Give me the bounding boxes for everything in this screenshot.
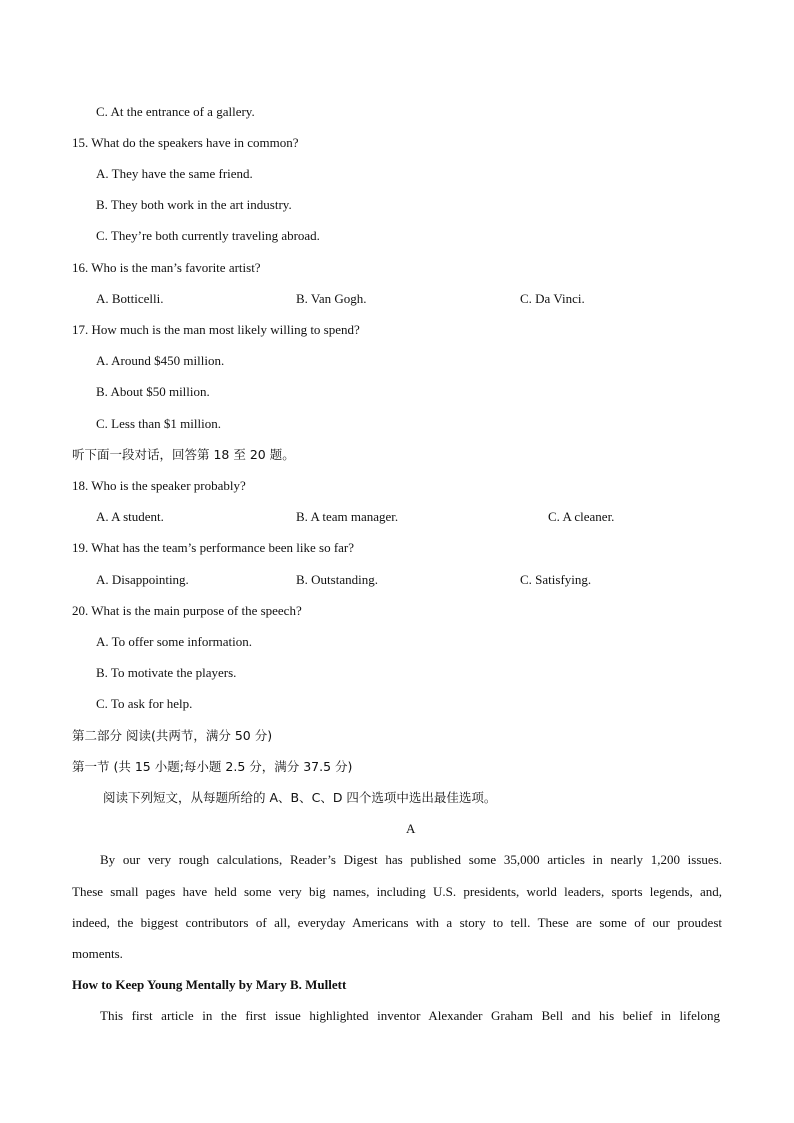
- passage-line: This first article in the first issue highlighted inventor Alexander Graham Bell and his belief in lifelong: [100, 1008, 720, 1023]
- q15-option-b: B. They both work in the art industry.: [96, 197, 292, 212]
- q17-option-c: C. Less than $1 million.: [96, 416, 221, 431]
- article-subtitle: How to Keep Young Mentally by Mary B. Mullett: [72, 977, 347, 992]
- q15-question: 15. What do the speakers have in common?: [72, 135, 299, 150]
- reading-instruction: 阅读下列短文，从每题所给的 A、B、C、D 四个选项中选出最佳选项。: [103, 790, 497, 805]
- q17-question: 17. How much is the man most likely willing to spend?: [72, 322, 360, 337]
- passage-letter: A: [406, 821, 416, 836]
- passage-line: By our very rough calculations, Reader’s Digest has published some 35,000 articles in nearly 1,200 issues.: [100, 852, 722, 867]
- q17-option-a: A. Around $450 million.: [96, 353, 225, 368]
- q15-option-c: C. They’re both currently traveling abroad.: [96, 228, 320, 243]
- q19-option-c: C. Satisfying.: [520, 572, 592, 587]
- q16-option-c: C. Da Vinci.: [520, 291, 585, 306]
- q20-option-c: C. To ask for help.: [96, 696, 193, 711]
- q19-option-b: B. Outstanding.: [296, 572, 378, 587]
- q14-option-c: C. At the entrance of a gallery.: [96, 104, 255, 119]
- q20-question: 20. What is the main purpose of the speech?: [72, 603, 302, 618]
- q18-question: 18. Who is the speaker probably?: [72, 478, 246, 493]
- q19-option-a: A. Disappointing.: [96, 572, 189, 587]
- q18-option-b: B. A team manager.: [296, 509, 399, 524]
- q15-option-a: A. They have the same friend.: [96, 166, 253, 181]
- q19-question: 19. What has the team’s performance been like so far?: [72, 540, 355, 555]
- passage-line: moments.: [72, 946, 123, 961]
- q18-option-a: A. A student.: [96, 509, 164, 524]
- passage-line: indeed, the biggest contributors of all, everyday Americans with a story to tell. These are some of our proudest: [72, 915, 722, 930]
- q16-option-b: B. Van Gogh.: [296, 291, 367, 306]
- q20-option-a: A. To offer some information.: [96, 634, 253, 649]
- section-instruction: 听下面一段对话，回答第 18 至 20 题。: [72, 447, 295, 462]
- passage-line: These small pages have held some very big names, including U.S. presidents, world leaders, sports legends, and,: [72, 884, 722, 899]
- section-one-heading: 第一节 (共 15 小题;每小题 2.5 分，满分 37.5 分): [72, 759, 353, 774]
- part-two-heading: 第二部分 阅读(共两节，满分 50 分): [72, 728, 273, 743]
- q17-option-b: B. About $50 million.: [96, 384, 210, 399]
- q16-question: 16. Who is the man’s favorite artist?: [72, 260, 261, 275]
- q16-option-a: A. Botticelli.: [96, 291, 164, 306]
- q18-option-c: C. A cleaner.: [548, 509, 615, 524]
- q20-option-b: B. To motivate the players.: [96, 665, 237, 680]
